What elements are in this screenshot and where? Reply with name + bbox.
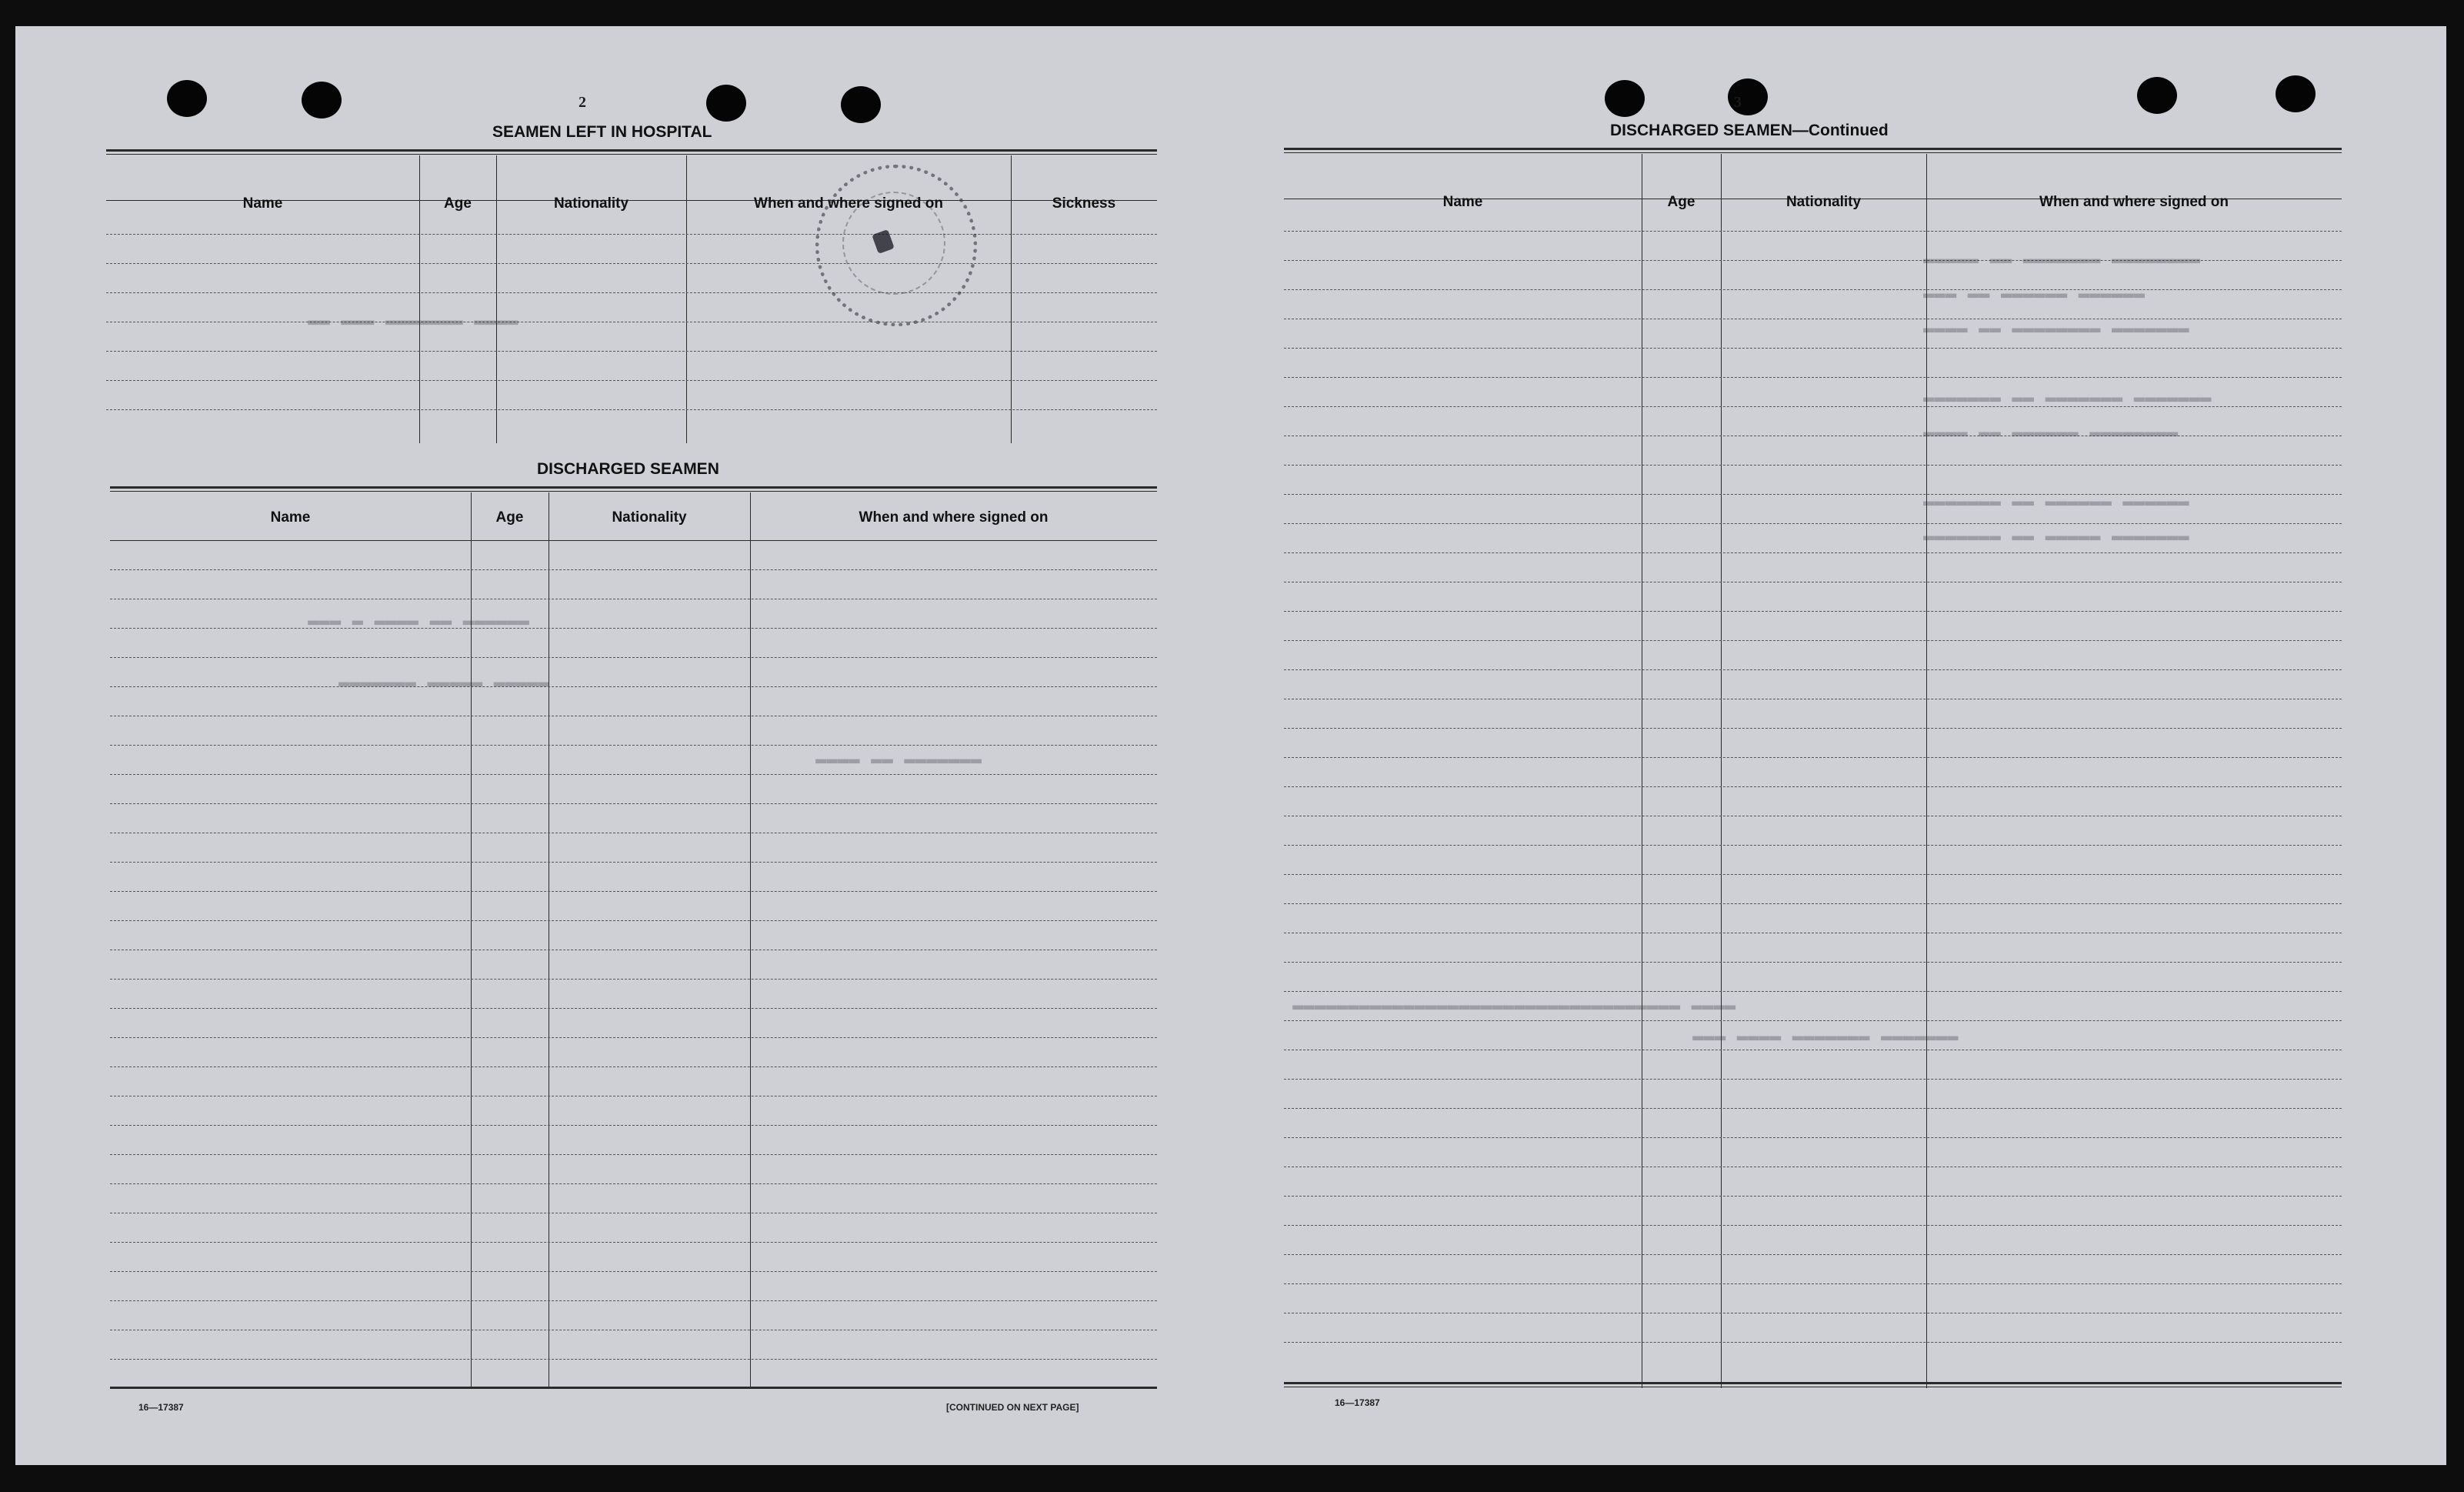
punch-hole [167, 80, 207, 117]
col-nationality: Nationality [1785, 194, 1862, 210]
bleed-through-text: ▬▬▬▬▬▬▬ ▬▬ ▬▬▬▬ [815, 749, 982, 770]
page-number: 3 [1734, 94, 1742, 111]
continued-note: [CONTINUED ON NEXT PAGE] [946, 1402, 1079, 1413]
col-name: Name [270, 509, 311, 526]
discharged-continued-title: DISCHARGED SEAMEN—Continued [1610, 122, 1889, 139]
col-age: Age [444, 195, 472, 212]
hospital-table [106, 149, 1157, 443]
punch-hole [2137, 77, 2177, 114]
punch-hole [706, 85, 746, 122]
bleed-through-text: ▬▬▬▬▬▬ ▬▬▬▬▬▬ ▬▬ ▬▬▬ [1923, 284, 2146, 305]
col-signed-on: When and where signed on [2039, 194, 2229, 210]
page-number: 2 [578, 94, 586, 111]
discharged-section-title: DISCHARGED SEAMEN [537, 460, 719, 478]
col-name: Name [1442, 194, 1483, 210]
col-signed-on: When and where signed on [859, 509, 1049, 526]
page-3 [1231, 26, 2446, 1465]
bleed-through-text: ▬▬▬▬ ▬▬▬▬▬▬▬ ▬▬▬ ▬▬ [308, 311, 518, 332]
bleed-through-text: ▬▬▬▬▬▬▬ ▬▬▬▬▬▬▬ ▬▬ ▬▬▬▬▬▬▬ [1923, 388, 2212, 409]
bleed-through-text: ▬▬▬▬▬▬ ▬▬▬▬▬▬ ▬▬ ▬▬▬▬▬▬▬ [1923, 492, 2189, 512]
scanned-document [15, 26, 2446, 1465]
postmark-stamp [815, 165, 977, 326]
bleed-through-text: ▬▬▬▬▬▬▬▬ ▬▬▬▬▬▬ ▬▬ ▬▬▬▬ [1923, 422, 2179, 443]
page-2 [15, 26, 1231, 1465]
bleed-through-text: ▬▬▬▬▬▬▬ ▬▬▬▬▬▬▬▬ ▬▬ ▬▬▬▬ [1923, 319, 2189, 339]
punch-hole [302, 82, 342, 118]
col-nationality: Nationality [612, 509, 687, 526]
bleed-through-text: ▬▬▬▬▬▬▬ ▬▬▬▬▬▬▬ ▬▬▬▬ ▬▬▬ [1692, 1026, 1959, 1047]
hospital-section-title: SEAMEN LEFT IN HOSPITAL [492, 123, 712, 141]
bleed-through-text: ▬▬▬▬▬▬ ▬▬ ▬▬▬▬ ▬ ▬▬▬ [308, 611, 530, 632]
col-age: Age [1667, 194, 1695, 210]
col-name: Name [242, 195, 283, 212]
col-nationality: Nationality [553, 195, 629, 212]
form-number: 16—17387 [1335, 1397, 1380, 1408]
col-signed-on: When and where signed on [754, 195, 943, 212]
bleed-through-text: ▬▬▬▬ ▬▬▬▬▬▬▬▬▬▬▬▬▬▬▬▬▬▬▬▬▬▬▬▬▬▬▬▬▬▬▬▬▬▬▬ [1292, 996, 1736, 1016]
form-number: 16—17387 [138, 1402, 184, 1413]
punch-hole [1605, 80, 1645, 117]
bleed-through-text: ▬▬▬▬▬ ▬▬▬▬▬ ▬▬▬▬▬▬▬ [338, 673, 549, 693]
bleed-through-text: ▬▬▬▬▬▬▬▬ ▬▬▬▬▬▬▬ ▬▬ ▬▬▬▬▬ [1923, 249, 2201, 270]
col-age: Age [495, 509, 524, 526]
bleed-through-text: ▬▬▬▬▬▬▬ ▬▬▬▬▬ ▬▬ ▬▬▬▬▬▬▬ [1923, 526, 2189, 547]
discharged-table-left [110, 486, 1157, 1388]
col-sickness: Sickness [1052, 195, 1116, 212]
punch-hole [2276, 75, 2316, 112]
punch-hole [841, 86, 881, 123]
